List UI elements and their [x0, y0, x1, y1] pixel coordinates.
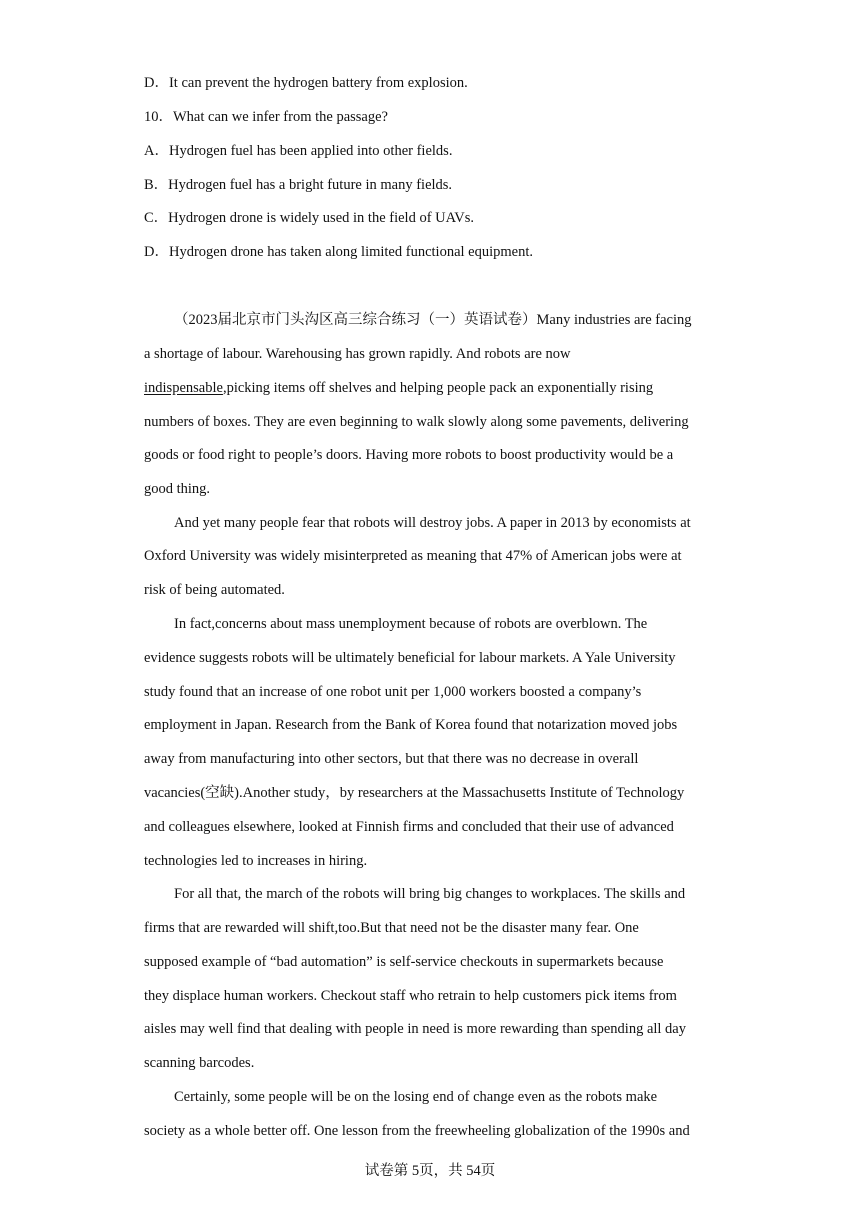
question-10-option-c: C．Hydrogen drone is widely used in the field of UAVs.	[144, 210, 474, 226]
passage-line: society as a whole better off. One lesson from the freewheeling globalization of the 1990s and	[144, 1123, 690, 1139]
question-10-option-a: A．Hydrogen fuel has been applied into other fields.	[144, 143, 453, 159]
passage-line: technologies led to increases in hiring.	[144, 853, 368, 869]
question-10-stem: 10．What can we infer from the passage?	[144, 109, 388, 125]
passage-line: Certainly, some people will be on the losing end of change even as the robots make	[174, 1089, 658, 1105]
passage-line: evidence suggests robots will be ultimately beneficial for labour markets. A Yale University	[144, 650, 676, 666]
passage-line: aisles may well find that dealing with people in need is more rewarding than spending all day	[144, 1021, 686, 1037]
passage-line: a shortage of labour. Warehousing has grown rapidly. And robots are now	[144, 346, 571, 362]
passage-line: And yet many people fear that robots will destroy jobs. A paper in 2013 by economists at	[174, 515, 691, 531]
passage-line	[144, 378, 653, 398]
passage-line: vacancies(空缺).Another study，by researchers at the Massachusetts Institute of Technology	[144, 785, 685, 801]
question-10-option-b: B．Hydrogen fuel has a bright future in many fields.	[144, 177, 453, 193]
passage-line-rest: ,picking items off shelves and helping people pack an exponentially rising	[222, 380, 654, 396]
page-footer: 试卷第 5页，共 54页	[364, 1163, 496, 1179]
passage-line: firms that are rewarded will shift,too.But that need not be the disaster many fear. One	[144, 920, 639, 936]
option-d-prev: D．It can prevent the hydrogen battery from explosion.	[144, 75, 468, 91]
passage-line: employment in Japan. Research from the Bank of Korea found that notarization moved jobs	[144, 717, 678, 733]
passage-line: away from manufacturing into other sectors, but that there was no decrease in overall	[144, 751, 639, 767]
passage-line: good thing.	[144, 481, 211, 497]
passage-line: scanning barcodes.	[144, 1055, 255, 1071]
passage-line: numbers of boxes. They are even beginning to walk slowly along some pavements, delivering	[144, 414, 689, 430]
passage-line: For all that, the march of the robots will bring big changes to workplaces. The skills and	[174, 886, 686, 902]
passage-line: supposed example of “bad automation” is self-service checkouts in supermarkets because	[144, 954, 664, 970]
question-10-option-d: D．Hydrogen drone has taken along limited functional equipment.	[144, 244, 533, 260]
passage-line: they displace human workers. Checkout staff who retrain to help customers pick items from	[144, 988, 677, 1004]
passage-line: goods or food right to people’s doors. Having more robots to boost productivity would be a	[144, 447, 674, 463]
passage-line: In fact,concerns about mass unemployment because of robots are overblown. The	[174, 616, 648, 632]
passage-line: and colleagues elsewhere, looked at Finnish firms and concluded that their use of advanced	[144, 819, 674, 835]
underlined-word: indispensable	[144, 380, 223, 396]
passage-line: Oxford University was widely misinterpreted as meaning that 47% of American jobs were at	[144, 548, 682, 564]
passage-line: risk of being automated.	[144, 582, 285, 598]
passage-line: study found that an increase of one robot unit per 1,000 workers boosted a company’s	[144, 684, 642, 700]
passage-line: （2023届北京市门头沟区高三综合练习（一）英语试卷）Many industries are facing	[174, 312, 692, 328]
